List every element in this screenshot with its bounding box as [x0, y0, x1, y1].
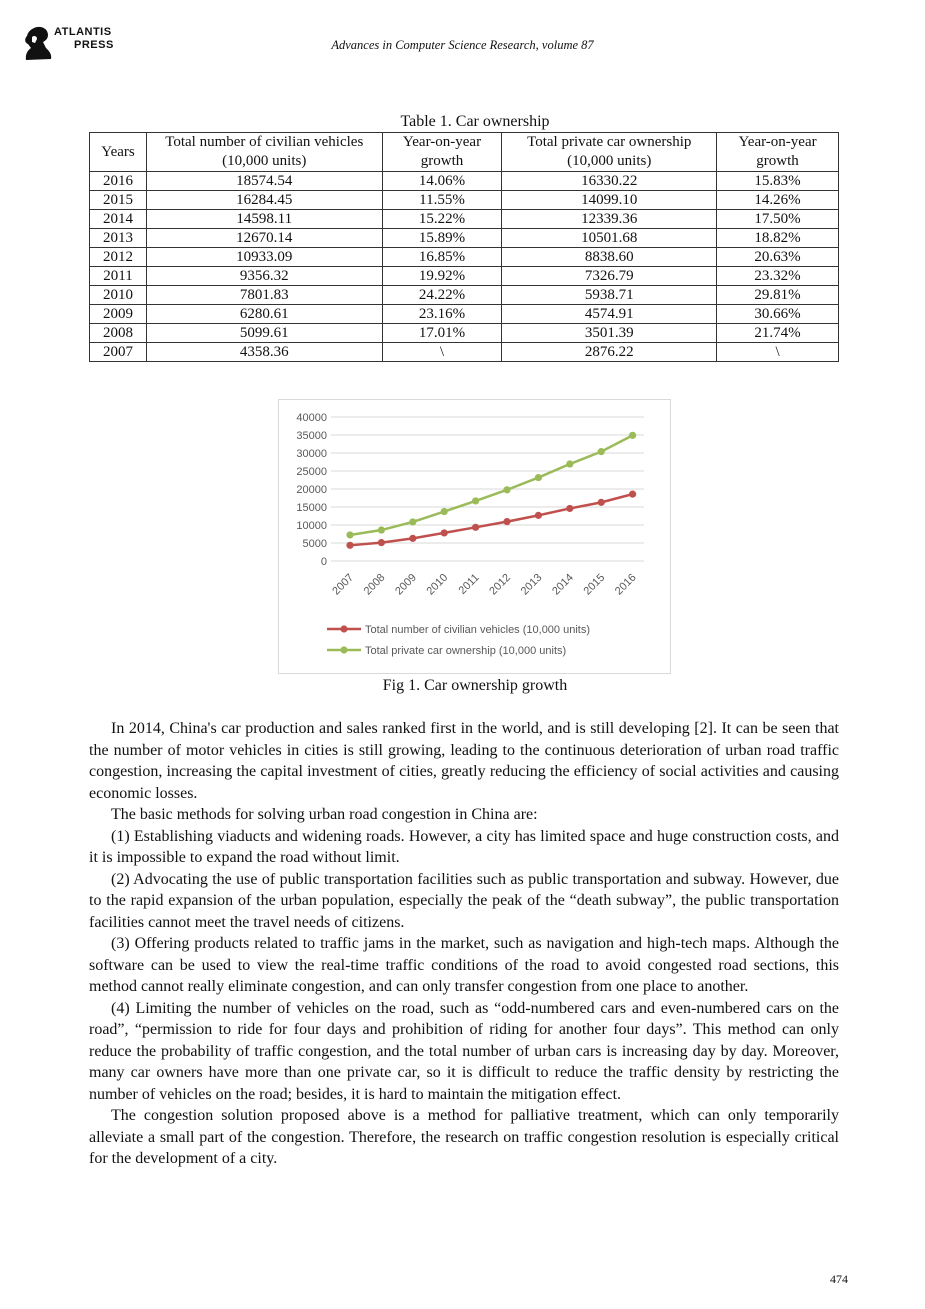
data-point	[629, 491, 636, 498]
table-cell: 14099.10	[502, 191, 717, 210]
table-row	[90, 191, 839, 210]
y-tick-label: 20000	[296, 484, 327, 496]
table-cell: 16.85%	[382, 248, 502, 267]
table-cell: 16330.22	[502, 172, 717, 191]
data-point	[409, 518, 416, 525]
running-head: Advances in Computer Science Research, volume 87	[331, 38, 594, 52]
table-cell: 9356.32	[146, 267, 382, 286]
table-cell: 2007	[90, 343, 147, 362]
paragraph: (2) Advocating the use of public transportation facilities such as public transportation and subway. However, due to the rapid expansion of the urban population, especially the peak of the “death subway”, the public transportation facilities cannot meet the travel needs of citizens.	[89, 870, 839, 931]
y-tick-label: 40000	[296, 412, 327, 424]
x-tick-label: 2015	[581, 571, 608, 598]
table-row	[90, 172, 839, 191]
column-header: Total private car ownership (10,000 units)	[502, 133, 717, 172]
y-tick-label: 30000	[296, 448, 327, 460]
column-header: Year-on-year growth	[717, 133, 839, 172]
table-cell: 24.22%	[382, 286, 502, 305]
data-point	[598, 499, 605, 506]
car-ownership-chart	[278, 399, 671, 674]
table-row	[90, 210, 839, 229]
table-row	[90, 267, 839, 286]
table-row	[90, 343, 839, 362]
x-tick-label: 2010	[424, 571, 451, 598]
data-point	[346, 542, 353, 549]
table-cell: 11.55%	[382, 191, 502, 210]
x-tick-label: 2013	[518, 571, 545, 598]
table-cell: 14.06%	[382, 172, 502, 191]
data-point	[472, 524, 479, 531]
data-point	[472, 497, 479, 504]
table-cell: 16284.45	[146, 191, 382, 210]
legend-label: Total private car ownership (10,000 units)	[365, 645, 567, 657]
table-cell: 12339.36	[502, 210, 717, 229]
data-point	[535, 512, 542, 519]
table-cell: 10933.09	[146, 248, 382, 267]
table-cell: 2012	[90, 248, 147, 267]
table-cell: 18.82%	[717, 229, 839, 248]
table-cell: 14.26%	[717, 191, 839, 210]
table-row	[90, 229, 839, 248]
table-cell: 8838.60	[502, 248, 717, 267]
car-ownership-table	[89, 132, 839, 362]
data-point	[441, 529, 448, 536]
table-row	[90, 248, 839, 267]
data-point	[503, 518, 510, 525]
y-tick-label: 5000	[302, 538, 327, 550]
x-tick-label: 2016	[612, 571, 639, 598]
data-point	[566, 460, 573, 467]
paragraph: The congestion solution proposed above is a method for palliative treatment, which can only temporarily alleviate a small part of the congestion. Therefore, the research on traffic congestion resolution is especially critical for the development of a city.	[89, 1107, 839, 1167]
series-line	[350, 494, 633, 545]
data-point	[441, 508, 448, 515]
table-cell: 7801.83	[146, 286, 382, 305]
table-cell: 5938.71	[502, 286, 717, 305]
y-tick-label: 35000	[296, 430, 327, 442]
column-header: Years	[90, 133, 147, 172]
table-cell: 2008	[90, 324, 147, 343]
column-header: Total number of civilian vehicles (10,000 units)	[146, 133, 382, 172]
table-row	[90, 286, 839, 305]
line-chart-svg	[279, 400, 670, 673]
table-caption: Table 1. Car ownership	[400, 113, 550, 130]
paragraph: In 2014, China's car production and sales ranked first in the world, and is still developing [2]. It can be seen that the number of motor vehicles in cities is still growing, leading to the continuous deterioration of urban road traffic congestion, increasing the capital investment of cities, greatly reducing the efficiency of social activities and causing economic losses.	[89, 720, 839, 802]
table-cell: 20.63%	[717, 248, 839, 267]
column-header: Year-on-year growth	[382, 133, 502, 172]
table-cell: \	[382, 343, 502, 362]
table-cell: 23.16%	[382, 305, 502, 324]
table-cell: 2011	[90, 267, 147, 286]
legend-label: Total number of civilian vehicles (10,000 units)	[365, 624, 591, 636]
table-cell: 2010	[90, 286, 147, 305]
data-point	[409, 535, 416, 542]
data-point	[378, 539, 385, 546]
logo-line1: ATLANTIS	[54, 26, 112, 38]
table-cell: 15.22%	[382, 210, 502, 229]
data-point	[346, 531, 353, 538]
body-text	[89, 718, 839, 1170]
table-cell: 29.81%	[717, 286, 839, 305]
data-point	[378, 526, 385, 533]
table-cell: 18574.54	[146, 172, 382, 191]
table-cell: 2015	[90, 191, 147, 210]
y-tick-label: 25000	[296, 466, 327, 478]
paragraph: (3) Offering products related to traffic jams in the market, such as navigation and high-tech maps. Although the software can be used to view the real-time traffic conditions of the road to avoid congested road sections, this method cannot really eliminate congestion, and can only transfer congestion from one place to another.	[89, 935, 839, 995]
table-cell: 2009	[90, 305, 147, 324]
table-cell: 3501.39	[502, 324, 717, 343]
table-cell: 19.92%	[382, 267, 502, 286]
x-tick-label: 2007	[330, 571, 357, 598]
table-row	[90, 324, 839, 343]
table-cell: 17.50%	[717, 210, 839, 229]
paragraph: (1) Establishing viaducts and widening roads. However, a city has limited space and huge construction costs, and it is impossible to expand the road without limit.	[89, 827, 839, 866]
x-tick-label: 2011	[456, 571, 482, 597]
table-cell: 10501.68	[502, 229, 717, 248]
table-cell: 4574.91	[502, 305, 717, 324]
x-tick-label: 2014	[550, 571, 576, 598]
table-cell: 15.83%	[717, 172, 839, 191]
table-cell: 7326.79	[502, 267, 717, 286]
x-tick-label: 2008	[361, 571, 388, 598]
x-tick-label: 2012	[487, 571, 514, 598]
table-cell: 21.74%	[717, 324, 839, 343]
table-cell: 23.32%	[717, 267, 839, 286]
figure-caption: Fig 1. Car ownership growth	[382, 677, 568, 694]
legend-marker	[340, 646, 347, 653]
data-point	[598, 448, 605, 455]
table-row	[90, 305, 839, 324]
y-tick-label: 0	[320, 556, 327, 568]
table-cell: \	[717, 343, 839, 362]
table-cell: 6280.61	[146, 305, 382, 324]
paragraph: (4) Limiting the number of vehicles on the road, such as “odd-numbered cars and even-numbered cars on the road”, “permission to ride for four days and prohibition of riding for another four days”. This method can only reduce the probability of traffic congestion, and the total number of urban cars is increasing day by day. Moreover, many car owners have more than one private car, so it is difficult to reduce the traffic density by restricting the number of vehicles on the road; besides, it is hard to maintain the mitigation effect.	[89, 999, 839, 1103]
paragraph: The basic methods for solving urban road congestion in China are:	[111, 806, 538, 823]
y-tick-label: 15000	[296, 502, 327, 514]
data-point	[535, 474, 542, 481]
table-cell: 15.89%	[382, 229, 502, 248]
table-cell: 5099.61	[146, 324, 382, 343]
table-cell: 14598.11	[146, 210, 382, 229]
data-point	[503, 486, 510, 493]
logo-line2: PRESS	[74, 39, 114, 51]
table-cell: 2876.22	[502, 343, 717, 362]
table-header-row	[90, 133, 839, 172]
table-cell: 12670.14	[146, 229, 382, 248]
page-number: 474	[830, 1272, 848, 1286]
data-point	[566, 505, 573, 512]
table-cell: 2016	[90, 172, 147, 191]
legend-marker	[340, 625, 347, 632]
data-point	[629, 432, 636, 439]
series-line	[350, 435, 633, 535]
y-tick-label: 10000	[296, 520, 327, 532]
table-cell: 2014	[90, 210, 147, 229]
table-cell: 17.01%	[382, 324, 502, 343]
x-tick-label: 2009	[393, 571, 419, 598]
table-cell: 4358.36	[146, 343, 382, 362]
table-cell: 2013	[90, 229, 147, 248]
table-cell: 30.66%	[717, 305, 839, 324]
